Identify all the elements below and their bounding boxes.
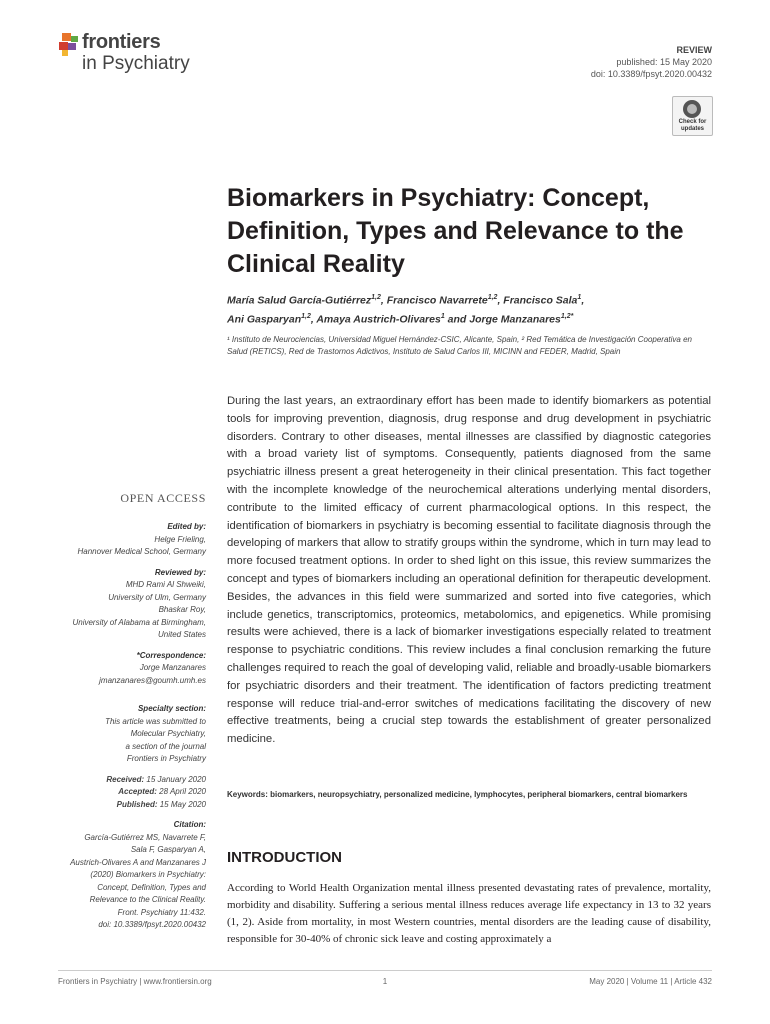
author-affiliation-sup: 1,2 (301, 312, 311, 320)
page-footer (58, 970, 712, 986)
published-date-side: 15 May 2020 (159, 799, 206, 809)
author-name[interactable]: Amaya Austrich-Olivares (316, 313, 441, 325)
correspondence[interactable] (40, 662, 206, 687)
author-name[interactable]: Francisco Sala (503, 294, 578, 307)
introduction-heading: INTRODUCTION (227, 849, 342, 866)
reviewed-by-line: United States (157, 630, 206, 639)
citation-line: Relevance to the Clinical Reality. (89, 895, 206, 904)
specialty-section (40, 716, 206, 766)
author-name[interactable]: Ani Gasparyan (227, 313, 302, 325)
keywords-list: biomarkers, neuropsychiatry, personalized medicine, lymphocytes, peripheral biomarkers, central biomarkers (270, 790, 688, 799)
accepted-date: 28 April 2020 (159, 787, 206, 796)
footer-journal[interactable]: Frontiers in Psychiatry | www.frontiersin.org (58, 977, 212, 986)
abstract: During the last years, an extraordinary effort has been made to identify biomarkers as potential tools for improving prevention, diagnosis, drug response and drug development in psychiatric disorders. Contrary to other diseases, mental illnesses are classified by diagnostic categories with a broad variety list of symptoms. Consequently, patients diagnosed from the same psychiatric illness present a great heterogeneity in their clinical presentation. This fact together with the incomplete knowledge of the neurochemical alterations underlying mental disorders, contribute to the limited efficacy of current pharmacological options. In this respect, the identification of biomarkers in psychiatry is becoming essential to facilitate diagnosis through the developing of markers that allow to stratify groups within the syndrome, which in turn may lead to more focused treatment options. In order to shed light on this issue, this review summarizes the concept and types of biomarkers including an operational definition for therapeutic development. Besides, the advances in this field were summarized and sorted into five categories, which include genetics, transcriptomics, proteomics, metabolomics, and epigenetics. While promising results were achieved, there is a lack of biomarker investigations especially related to treatment response to psychiatric conditions. This review includes a final conclusion remarking the future challenges required to reach the goal of developing valid, reliable and broadly-usable biomarkers for psychiatric disorders and their treatment. The identification of factors predicting treatment response will reduce trial-and-error switches of medications facilitating the discovery of new effective treatments, being a crucial step towards the establishment of greater personalized medicine. (227, 395, 711, 746)
correspondence-label: *Correspondence: (136, 650, 206, 660)
article-type: REVIEW (676, 45, 712, 55)
keywords (227, 789, 711, 801)
published-label: Published: (116, 799, 158, 809)
reviewed-by-line: MHD Rami Al Shweiki, (125, 580, 206, 589)
reviewed-by-label: Reviewed by: (154, 567, 206, 577)
citation-line: doi: 10.3389/fpsyt.2020.00432 (98, 920, 206, 929)
affiliations: ¹ Instituto de Neurociencias, Universidad Miguel Hernández-CSIC, Alicante, Spain, ² Red Temática de Investigación Cooperativa en Salud (RETICS), Red de Trastornos Adictivos, Instituto de Salud Carlos III, MICINN and FEDER, Madrid, Spain (227, 335, 692, 356)
reviewed-by-line: University of Ulm, Germany (108, 592, 206, 602)
logo-text-frontiers: frontiers (82, 31, 161, 53)
article-title: Biomarkers in Psychiatry: Concept, Definition, Types and Relevance to the Clinical Reality (227, 184, 684, 278)
page-number: 1 (382, 977, 388, 986)
author-name[interactable]: Francisco Navarrete (386, 294, 488, 307)
author-affiliation-sup: 1,2 (487, 294, 498, 301)
citation-label: Citation: (173, 820, 206, 829)
citation-line: Front. Psychiatry 11:432. (117, 907, 206, 917)
citation (40, 832, 206, 932)
author-affiliation-sup: 1 (577, 294, 582, 301)
reviewed-by-line: Bhaskar Roy, (158, 605, 206, 614)
citation-line: Austrich-Olivares A and Manzanares J (70, 857, 206, 867)
citation-line: Sala F, Gasparyan A, (130, 845, 206, 854)
author-affiliation-sup: 1 (440, 312, 445, 320)
edited-by-line: Helge Frieling, (154, 534, 206, 544)
article-dates (40, 774, 206, 812)
check-updates-line1: Check for (678, 119, 707, 125)
received-date: 15 January 2020 (146, 774, 206, 784)
logo-text-journal: in Psychiatry (82, 53, 190, 74)
author-list: María Salud García-Gutiérrez$^{1,2}$, Francisco Navarrete$^{1,2}$, Francisco Sala$^1$, Ani Gasparyan$^{1,2}$, Amaya Austrich-Olivares$^1$ and Jorge Manzanares$^{1,2*}$ (227, 294, 585, 325)
citation-line: (2020) Biomarkers in Psychiatry: (90, 870, 206, 879)
accepted-label: Accepted: (118, 787, 157, 796)
edited-by-line: Hannover Medical School, Germany (77, 547, 206, 556)
correspondence-line: Jorge Manzanares (139, 663, 206, 672)
check-for-updates-button[interactable] (672, 96, 713, 136)
specialty-label: Specialty section: (137, 704, 206, 713)
reviewed-by-line: University of Alabama at Birmingham, (72, 617, 206, 627)
edited-by-label: Edited by: (167, 522, 206, 531)
check-updates-line2: updates (680, 126, 704, 132)
doi[interactable]: doi: 10.3389/fpsyt.2020.00432 (590, 69, 712, 79)
keywords-label: Keywords: (227, 790, 268, 799)
sidebar (40, 521, 206, 932)
citation-line: Concept, Definition, Types and (97, 882, 206, 892)
received-label: Received: (106, 774, 145, 784)
footer-issue: May 2020 | Volume 11 | Article 432 (589, 977, 712, 986)
author-name[interactable]: María Salud García-Gutiérrez (227, 294, 372, 307)
reviewed-by (40, 579, 206, 642)
check-updates-icon (683, 100, 701, 118)
frontiers-logo-icon (58, 33, 80, 57)
author-name[interactable]: Jorge Manzanares (469, 313, 561, 325)
specialty-section-line: a section of the journal (125, 741, 206, 751)
author-affiliation-sup: 1,2* (560, 312, 574, 320)
author-affiliation-sup: 1,2 (371, 294, 381, 301)
specialty-section-line: Frontiers in Psychiatry (126, 754, 206, 763)
citation-line: García-Gutiérrez MS, Navarrete F, (84, 832, 206, 842)
introduction-text: According to World Health Organization mental illness presented devastating rates of prevalence, mortality, morbidity and disability. Suffering a serious mental illness reduces average life expectancy in 13 to 32 years (1, 2). Aside from mortality, in most Western countries, mental disorders are the leading cause of disability, responsible for 30-40% of chronic sick leave and costing approximately a (227, 882, 711, 945)
correspondence-line: jmanzanares@goumh.umh.es (99, 675, 206, 685)
journal-logo (58, 30, 198, 78)
article-meta (591, 44, 712, 80)
specialty-section-line: This article was submitted to (105, 716, 206, 726)
edited-by (40, 534, 206, 559)
open-access-label: OPEN ACCESS (120, 491, 206, 505)
published-date: published: 15 May 2020 (616, 57, 712, 67)
specialty-section-line: Molecular Psychiatry, (130, 729, 206, 738)
